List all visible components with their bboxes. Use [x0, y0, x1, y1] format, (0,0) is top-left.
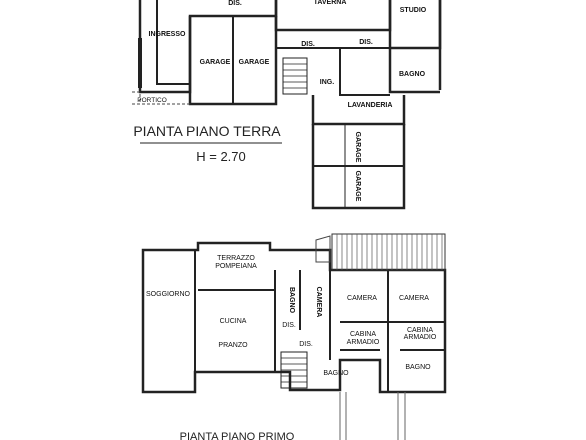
room-lavanderia: LAVANDERIA: [347, 102, 393, 109]
room-cabina-2a: CABINA: [406, 327, 434, 334]
room-bagno: BAGNO: [398, 71, 426, 78]
ground-floor-title: PIANTA PIANO TERRA: [133, 123, 281, 139]
room-cucina: CUCINA: [219, 318, 247, 325]
room-soggiorno: SOGGIORNO: [146, 291, 190, 298]
room-dis-right: DIS.: [359, 39, 373, 46]
room-bagno-1: BAGNO: [323, 370, 349, 377]
room-camera-2: CAMERA: [399, 295, 429, 302]
room-bagno-2: BAGNO: [405, 364, 431, 371]
room-dis-small: DIS.: [282, 322, 296, 329]
room-ingresso: INGRESSO: [148, 31, 186, 38]
room-cabina-1a: CABINA: [349, 331, 377, 338]
room-bagno-v: BAGNO: [288, 286, 295, 314]
room-garage-v2: GARAGE: [354, 170, 361, 202]
room-cabina-1b: ARMADIO: [346, 339, 380, 346]
room-cabina-2b: ARMADIO: [403, 334, 437, 341]
room-ing: ING.: [319, 79, 335, 86]
room-dis-low: DIS.: [299, 341, 313, 348]
room-camera-v: CAMERA: [315, 286, 322, 318]
room-camera-1: CAMERA: [347, 295, 377, 302]
room-garage-2: GARAGE: [238, 59, 270, 66]
room-portico: PORTICO: [137, 97, 167, 104]
room-terrazzo: TERRAZZO: [217, 255, 255, 262]
ground-floor-height: H = 2.70: [196, 149, 246, 164]
room-taverna: TAVERNA: [313, 0, 347, 6]
room-garage-v1: GARAGE: [354, 131, 361, 163]
room-dis-mid: DIS.: [301, 41, 315, 48]
first-floor-title: PIANTA PIANO PRIMO: [179, 431, 295, 440]
room-studio: STUDIO: [399, 7, 427, 14]
room-pranzo: PRANZO: [218, 342, 248, 349]
room-garage-1: GARAGE: [199, 59, 231, 66]
room-dis-top: DIS.: [228, 0, 242, 7]
room-pompeiana: POMPEIANA: [215, 263, 257, 270]
